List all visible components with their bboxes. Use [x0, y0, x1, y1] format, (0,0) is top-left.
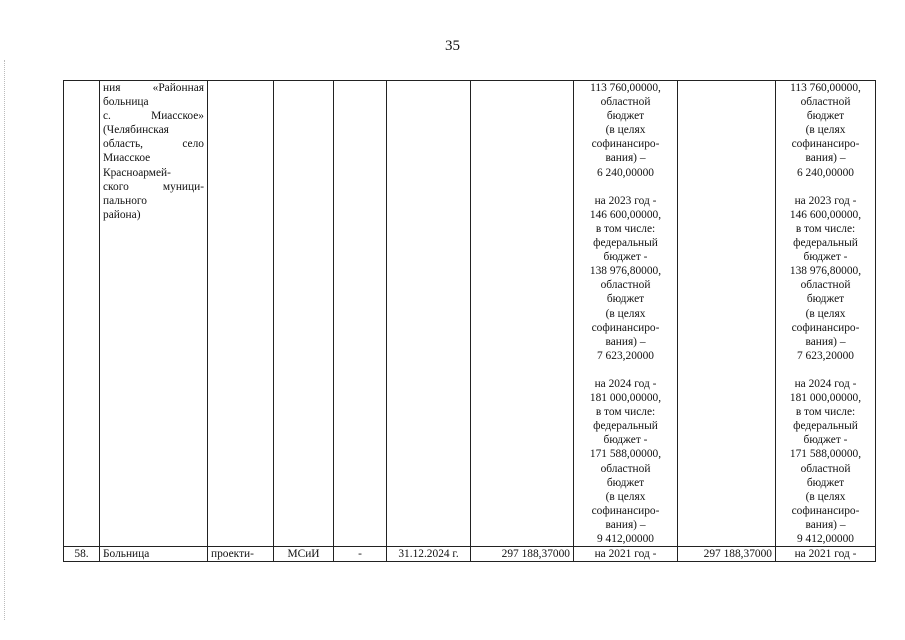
funding-line: бюджет: [806, 110, 845, 123]
funding-line: 171 588,00000,: [789, 448, 862, 461]
funding-line: софинансиро-: [591, 138, 660, 151]
funding-line: бюджет: [806, 476, 845, 489]
name-line: больница: [103, 96, 149, 109]
funding-line: 138 976,80000,: [589, 265, 662, 278]
cell-total-cost: 297 188,37000: [471, 547, 574, 562]
investment-table: [63, 80, 876, 562]
funding-line: бюджет: [806, 293, 845, 306]
funding-line: федеральный: [593, 237, 658, 250]
funding-line: вания) –: [605, 335, 646, 348]
funding-line: бюджет: [606, 476, 645, 489]
funding-line: бюджет: [606, 110, 645, 123]
funding-gap: [577, 363, 674, 377]
funding-line: софинансиро-: [791, 321, 860, 334]
cell-number: 58.: [64, 547, 100, 562]
name-line: (Челябинская: [103, 124, 169, 137]
funding-line: вания) –: [605, 152, 646, 165]
cell-stage: проекти-: [208, 547, 274, 562]
name-line: область, село: [103, 138, 204, 151]
funding-line: 181 000,00000,: [589, 392, 662, 405]
cell-total-cost: [471, 81, 574, 547]
funding-line: в том числе:: [795, 222, 856, 235]
funding-line: бюджет -: [603, 251, 648, 264]
table-row: [64, 81, 876, 547]
funding-line: бюджет -: [803, 251, 848, 264]
cell-total-cost-2: [678, 81, 776, 547]
cell-object-name: Больница: [100, 547, 208, 562]
name-line: с. Миасское»: [103, 110, 204, 123]
name-line: Красноармей-: [103, 166, 171, 179]
funding-line: 9 412,00000: [597, 533, 654, 545]
funding-line: 7 623,20000: [797, 349, 854, 362]
funding-line: в том числе:: [595, 406, 656, 419]
funding-line: 146 600,00000,: [589, 208, 662, 221]
funding-line: бюджет -: [603, 434, 648, 447]
funding-line: областной: [800, 96, 851, 109]
funding-line: 181 000,00000,: [789, 392, 862, 405]
name-line: ского муници-: [103, 180, 204, 193]
funding-line: вания) –: [805, 518, 846, 531]
funding-line: (в целях: [805, 124, 846, 137]
funding-gap: [577, 180, 674, 194]
funding-line: на 2024 год -: [794, 377, 857, 390]
funding-line: вания) –: [605, 518, 646, 531]
name-line: Миасское: [103, 152, 151, 165]
funding-line: на 2023 год -: [594, 194, 657, 207]
funding-line: вания) –: [805, 152, 846, 165]
funding-line: софинансиро-: [791, 138, 860, 151]
funding-line: федеральный: [793, 237, 858, 250]
funding-line: областной: [800, 462, 851, 475]
name-line: пального: [103, 194, 148, 207]
cell-funding: [574, 81, 678, 547]
funding-line: 9 412,00000: [797, 533, 854, 545]
funding-line: вания) –: [805, 335, 846, 348]
funding-line: областной: [600, 279, 651, 292]
cell-funding-2: на 2021 год -: [776, 547, 876, 562]
page-edge-marks: [4, 60, 6, 620]
funding-line: софинансиро-: [791, 504, 860, 517]
funding-line: областной: [800, 279, 851, 292]
funding-line: 171 588,00000,: [589, 448, 662, 461]
cell-customer: [274, 81, 334, 547]
funding-line: федеральный: [793, 420, 858, 433]
page-number: 35: [445, 38, 460, 54]
funding-line: 146 600,00000,: [789, 208, 862, 221]
funding-line: областной: [600, 96, 651, 109]
funding-line: 113 760,00000,: [590, 82, 661, 94]
funding-line: федеральный: [593, 420, 658, 433]
cell-funding-2: [776, 81, 876, 547]
cell-dash: [334, 81, 387, 547]
name-line: района): [103, 208, 141, 221]
funding-line: в том числе:: [595, 222, 656, 235]
funding-line: 113 760,00000,: [790, 82, 861, 94]
funding-line: бюджет: [606, 293, 645, 306]
cell-dash: -: [334, 547, 387, 562]
cell-deadline: 31.12.2024 г.: [387, 547, 471, 562]
cell-total-cost-2: 297 188,37000: [678, 547, 776, 562]
funding-line: (в целях: [605, 490, 646, 503]
funding-line: софинансиро-: [591, 321, 660, 334]
funding-line: бюджет -: [803, 434, 848, 447]
funding-line: (в целях: [605, 307, 646, 320]
funding-gap: [779, 180, 872, 194]
funding-line: 7 623,20000: [597, 349, 654, 362]
cell-number: [64, 81, 100, 547]
funding-line: областной: [600, 462, 651, 475]
funding-line: в том числе:: [795, 406, 856, 419]
cell-customer: МСиИ: [274, 547, 334, 562]
funding-line: 6 240,00000: [597, 166, 654, 179]
funding-line: (в целях: [605, 124, 646, 137]
funding-line: софинансиро-: [591, 504, 660, 517]
funding-line: (в целях: [805, 490, 846, 503]
table-row: [64, 547, 876, 562]
funding-line: 138 976,80000,: [789, 265, 862, 278]
funding-gap: [779, 363, 872, 377]
funding-line: на 2024 год -: [594, 377, 657, 390]
cell-object-name: [100, 81, 208, 547]
funding-line: на 2023 год -: [794, 194, 857, 207]
name-line: ния «Районная: [103, 82, 204, 94]
funding-line: 6 240,00000: [797, 166, 854, 179]
cell-funding: на 2021 год -: [574, 547, 678, 562]
cell-stage: [208, 81, 274, 547]
funding-line: (в целях: [805, 307, 846, 320]
cell-deadline: [387, 81, 471, 547]
